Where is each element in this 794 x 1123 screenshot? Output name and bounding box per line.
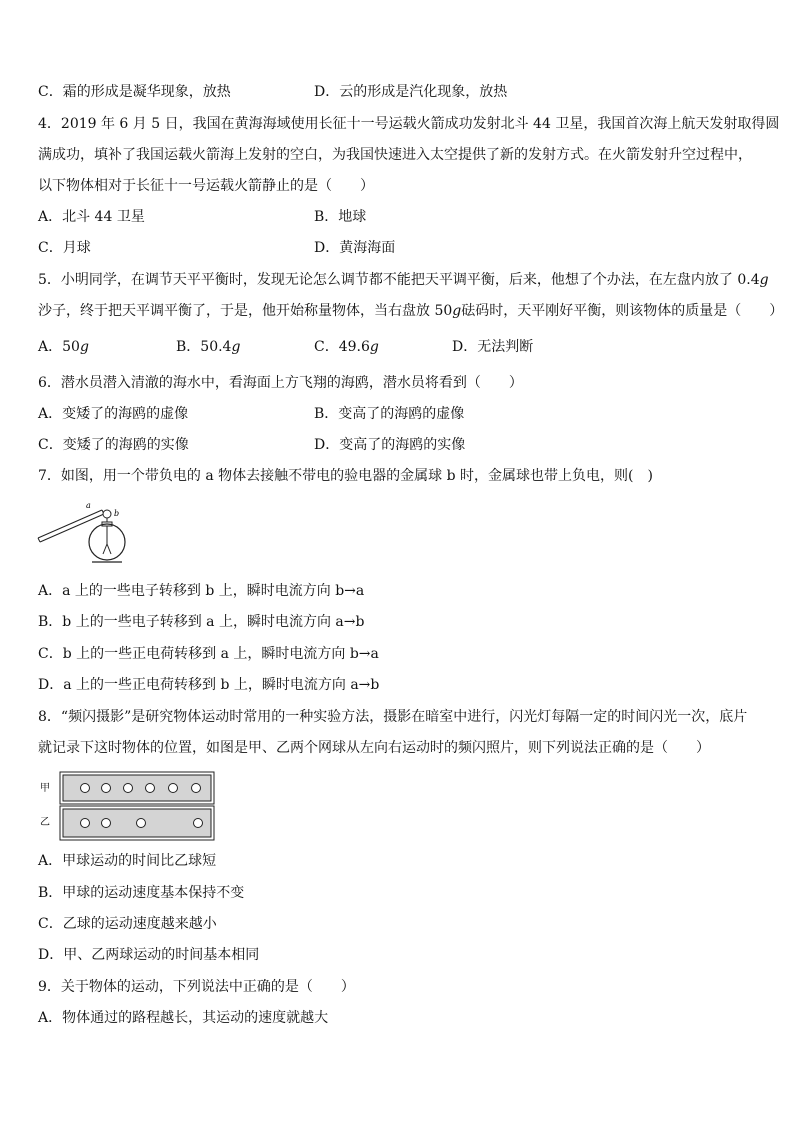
electroscope-leaf-left [103,544,107,554]
q9-stem: 9．关于物体的运动，下列说法中正确的是（ ） [38,979,355,995]
q9-option-a: A．物体通过的路程越长，其运动的速度就越大 [38,1010,329,1026]
q5-stem-line2-text-a: 沙子，终于把天平调平衡了，于是，他开始称量物体，当右盘放 50 [38,303,453,319]
electroscope-leaf-right [107,544,111,554]
strip-yi-label: 乙 [40,817,50,828]
ball-jia-5 [169,784,178,793]
label-b: b [114,509,120,518]
q4-stem-line1: 4．2019 年 6 月 5 日，我国在黄海海域使用长征十一号运载火箭成功发射北斗 44 卫星，我国首次海上航天发射取得圆 [38,116,780,132]
q5-option-c-label: C．49.6 [314,339,370,355]
q8-option-d: D．甲、乙两球运动的时间基本相同 [38,947,260,963]
q5-unit-g-1: g [759,272,769,288]
ball-yi-1 [81,819,90,828]
q7-option-d: D．a 上的一些正电荷转移到 b 上，瞬时电流方向 a→b [38,677,380,693]
q5-option-a [38,337,89,357]
q5-option-a-unit: g [79,339,89,355]
ball-yi-4 [194,819,203,828]
q5-stem-line1 [38,270,769,290]
ball-jia-3 [124,784,133,793]
label-a: a [86,501,91,510]
ball-jia-4 [146,784,155,793]
ball-jia-6 [192,784,201,793]
ball-jia-1 [81,784,90,793]
q6-stem: 6．潜水员潜入清澈的海水中，看海面上方飞翔的海鸥，潜水员将看到（ ） [38,375,523,391]
q3-option-d: D．云的形成是汽化现象，放热 [314,84,508,100]
q5-stem-line2-text-b: 砝码时，天平刚好平衡，则该物体的质量是（ ） [461,303,784,319]
q7-option-c: C．b 上的一些正电荷转移到 a 上，瞬时电流方向 b→a [38,646,379,662]
q5-option-a-label: A．50 [38,339,80,355]
strip-yi [60,806,214,840]
strip-jia-label: 甲 [40,783,50,794]
electroscope-figure [34,496,134,570]
ball-jia-2 [102,784,111,793]
q5-option-c-unit: g [369,339,379,355]
q4-stem-line2: 满成功，填补了我国运载火箭海上发射的空白，为我国快速进入太空提供了新的发射方式。在火箭发射升空过程中， [38,147,752,163]
q8-stem-line1: 8．“频闪摄影”是研究物体运动时常用的一种实验方法，摄影在暗室中进行，闪光灯每隔一定的时间闪光一次，底片 [38,709,748,725]
q4-option-d: D．黄海海面 [314,240,396,256]
q5-stem-line1-text: 5．小明同学，在调节天平平衡时，发现无论怎么调节都不能把天平调平衡，后来，他想了个办法，在左盘内放了 0.4 [38,272,760,288]
q5-unit-g-2: g [452,303,462,319]
q5-option-b-label: B．50.4 [176,339,232,355]
q4-option-c: C．月球 [38,240,91,256]
q6-option-c: C．变矮了的海鸥的实像 [38,437,189,453]
ball-yi-3 [137,819,146,828]
strobe-photo-figure [36,768,220,844]
q4-option-b: B．地球 [314,209,367,225]
ball-yi-2 [102,819,111,828]
q7-option-a: A．a 上的一些电子转移到 b 上，瞬时电流方向 b→a [38,583,365,599]
q5-option-d: D．无法判断 [452,339,534,355]
q4-stem-line3: 以下物体相对于长征十一号运载火箭静止的是（ ） [38,178,374,194]
q8-option-b: B．甲球的运动速度基本保持不变 [38,885,245,901]
strip-jia [60,772,214,804]
q6-option-b: B．变高了的海鸥的虚像 [314,406,465,422]
q5-option-b-unit: g [231,339,241,355]
q3-option-c: C．霜的形成是凝华现象，放热 [38,84,231,100]
metal-ball-b [103,510,111,518]
q7-option-b: B．b 上的一些电子转移到 a 上，瞬时电流方向 a→b [38,614,365,630]
q7-stem: 7．如图，用一个带负电的 a 物体去接触不带电的验电器的金属球 b 时，金属球也带上负电，则( ) [38,468,653,484]
q6-option-a: A．变矮了的海鸥的虚像 [38,406,189,422]
q5-option-c [314,337,379,357]
q8-stem-line2: 就记录下这时物体的位置，如图是甲、乙两个网球从左向右运动时的频闪照片，则下列说法正确的是（ ） [38,740,710,756]
q5-option-b [176,337,240,357]
charged-rod-a [38,510,104,542]
q4-option-a: A．北斗 44 卫星 [38,209,145,225]
q6-option-d: D．变高了的海鸥的实像 [314,437,466,453]
q8-option-a: A．甲球运动的时间比乙球短 [38,853,217,869]
q8-option-c: C．乙球的运动速度越来越小 [38,916,217,932]
q5-stem-line2 [38,301,783,321]
